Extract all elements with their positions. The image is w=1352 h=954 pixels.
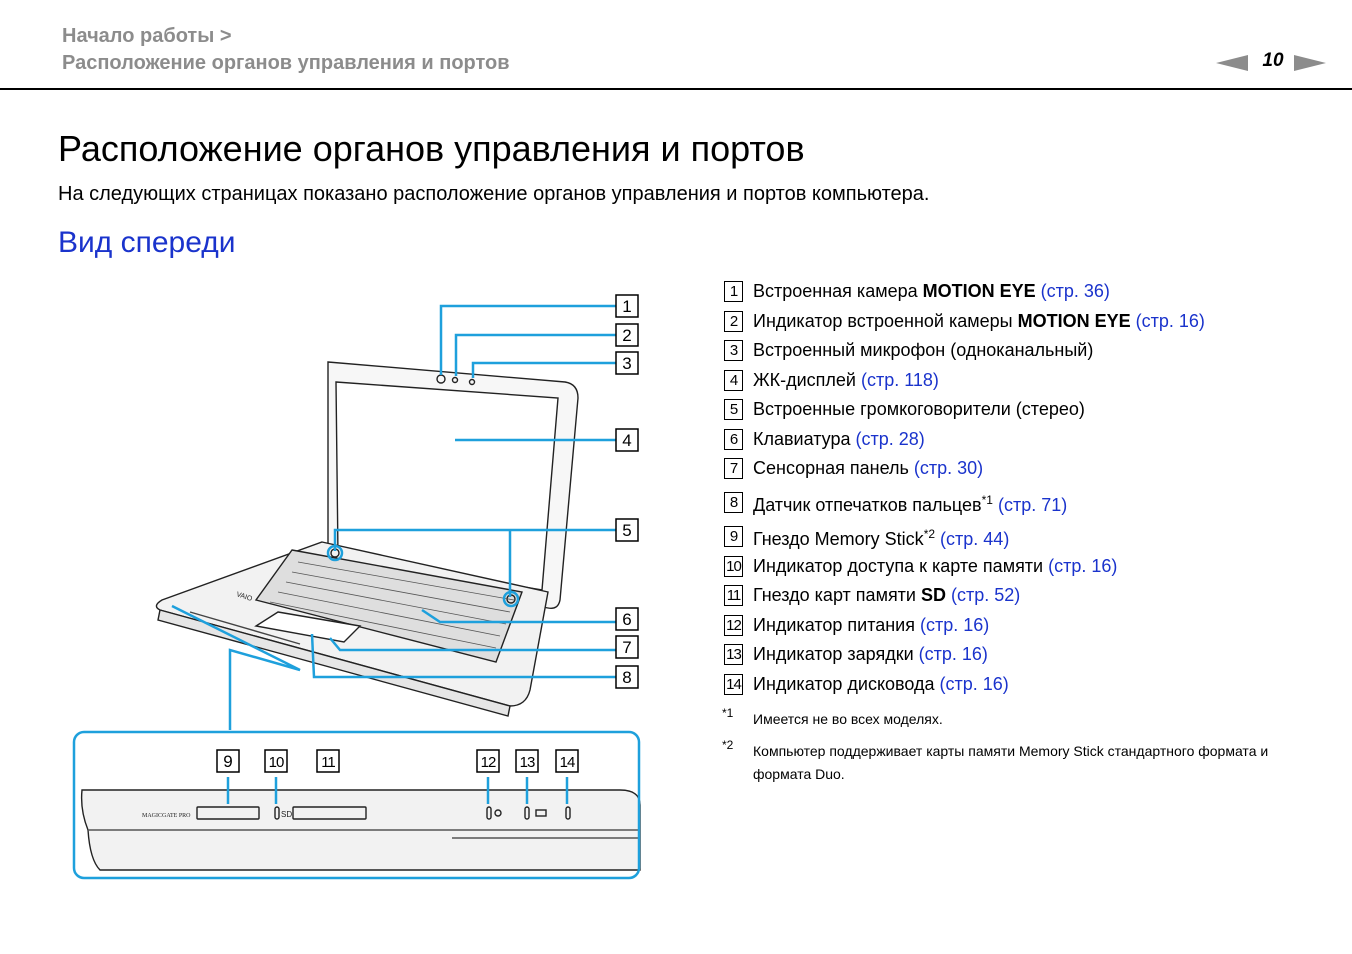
callout-1	[616, 295, 638, 317]
item-number-box: 5	[724, 399, 743, 420]
breadcrumb-level1[interactable]: Начало работы >	[62, 25, 232, 47]
item-number-box: 6	[724, 429, 743, 450]
item-label: ЖК-дисплей	[753, 369, 861, 390]
next-page-icon[interactable]	[1294, 55, 1326, 71]
item-number-box: 4	[724, 370, 743, 391]
svg-text:3: 3	[622, 354, 632, 373]
laptop-front-figure	[60, 270, 660, 890]
item-label: Индикатор доступа к карте памяти	[753, 555, 1049, 576]
laptop-illustration	[60, 270, 660, 890]
item-label: Гнездо карт памяти	[753, 585, 921, 605]
list-item	[724, 485, 1324, 519]
callout-9	[217, 750, 239, 772]
page-reference-link[interactable]: (стр. 16)	[939, 673, 1009, 694]
item-text	[753, 278, 1110, 304]
footnote-text: Компьютер поддерживает карты памяти Memory Stick стандартного формата и формата Duo.	[753, 743, 1269, 782]
item-label: Гнездо Memory Stick	[753, 528, 924, 549]
list-item	[724, 455, 1324, 485]
header-divider	[0, 88, 1352, 90]
item-label: Индикатор встроенной камеры	[753, 310, 1018, 331]
footnote-mark: *2	[722, 738, 734, 752]
list-item	[724, 337, 1324, 367]
svg-text:6: 6	[622, 610, 632, 629]
svg-text:9: 9	[223, 752, 233, 771]
list-item	[724, 278, 1324, 308]
list-item	[724, 612, 1324, 642]
item-label: Клавиатура	[753, 428, 856, 449]
page-reference-link[interactable]: (стр. 30)	[913, 458, 984, 478]
page-reference-link[interactable]: (стр. 16)	[1135, 310, 1205, 331]
page-reference-link[interactable]: (стр. 16)	[918, 644, 988, 664]
callout-10	[265, 750, 287, 772]
footnote-text: Имеется не во всех моделях.	[753, 711, 943, 727]
svg-text:1: 1	[622, 297, 632, 316]
item-number-box: 14	[724, 674, 743, 695]
previous-page-icon[interactable]	[1216, 55, 1248, 71]
item-text	[753, 367, 939, 393]
sd-label: SD	[281, 810, 293, 819]
svg-text:8: 8	[622, 668, 632, 687]
page-reference-link[interactable]: (стр. 71)	[997, 494, 1068, 515]
item-bold-label: SD	[921, 585, 947, 605]
svg-text:11: 11	[321, 754, 335, 771]
item-text	[753, 455, 983, 481]
list-item	[724, 367, 1324, 397]
item-label: Датчик отпечатков пальцев	[753, 494, 982, 515]
item-text	[753, 641, 988, 667]
item-text	[753, 519, 1009, 554]
component-list	[724, 278, 1324, 700]
footnote-ref[interactable]: *1	[981, 492, 993, 507]
item-label: Индикатор зарядки	[753, 644, 919, 664]
item-text	[753, 612, 989, 638]
footnote-ref[interactable]: *2	[923, 526, 936, 541]
callout-7	[616, 636, 638, 658]
page-reference-link[interactable]: (стр. 16)	[1048, 555, 1118, 576]
svg-text:7: 7	[622, 638, 632, 657]
list-item	[724, 671, 1324, 701]
svg-text:12: 12	[480, 754, 496, 771]
callout-13	[516, 750, 538, 772]
item-text	[753, 671, 1009, 697]
list-item	[724, 641, 1324, 671]
magicgate-label: MAGICGATE PRO	[142, 813, 191, 819]
item-text	[753, 485, 1067, 520]
item-bold-label: MOTION EYE	[1017, 310, 1131, 331]
page-reference-link[interactable]: (стр. 16)	[919, 614, 990, 635]
callout-8	[616, 666, 638, 688]
intro-text: На следующих страницах показано расположение органов управления и портов компьютера.	[58, 183, 930, 205]
item-label: Встроенная камера	[753, 281, 923, 301]
item-text	[753, 308, 1205, 334]
svg-text:5: 5	[622, 521, 632, 540]
callout-11	[317, 750, 339, 772]
page-reference-link[interactable]: (стр. 28)	[855, 428, 925, 449]
callout-4	[616, 429, 638, 451]
item-number-box: 3	[724, 340, 743, 361]
section-subtitle: Вид спереди	[58, 226, 236, 259]
item-number-box: 10	[724, 556, 743, 577]
list-item	[724, 426, 1324, 456]
svg-text:4: 4	[622, 431, 632, 450]
item-label: Индикатор питания	[753, 614, 920, 635]
item-number-box: 9	[724, 526, 743, 547]
page-reference-link[interactable]: (стр. 36)	[1040, 281, 1110, 301]
svg-text:2: 2	[622, 326, 632, 345]
callout-12	[477, 750, 499, 772]
list-item	[724, 308, 1324, 338]
svg-text:14: 14	[559, 754, 575, 771]
list-item	[724, 553, 1324, 583]
item-label: Встроенные громкоговорители (стерео)	[753, 399, 1085, 419]
callout-3	[616, 352, 638, 374]
page-reference-link[interactable]: (стр. 44)	[940, 528, 1010, 549]
page-reference-link[interactable]: (стр. 52)	[951, 585, 1021, 605]
callout-5	[616, 519, 638, 541]
page-reference-link[interactable]: (стр. 118)	[860, 369, 939, 390]
item-number-box: 1	[724, 281, 743, 302]
callout-14	[556, 750, 578, 772]
item-text	[753, 337, 1093, 363]
item-text	[753, 396, 1085, 422]
item-text	[753, 582, 1020, 608]
item-label: Сенсорная панель	[753, 458, 914, 478]
breadcrumb-level2: Расположение органов управления и портов	[62, 52, 510, 74]
item-label: Встроенный микрофон (одноканальный)	[753, 340, 1094, 360]
item-label: Индикатор дисковода	[753, 673, 940, 694]
list-item	[724, 519, 1324, 553]
item-number-box: 7	[724, 458, 743, 479]
page-title: Расположение органов управления и портов	[58, 128, 805, 169]
svg-text:10: 10	[268, 754, 284, 771]
page-navigation	[1216, 50, 1326, 76]
item-number-box: 11	[724, 585, 743, 606]
item-text	[753, 426, 925, 452]
page-number: 10	[1262, 50, 1284, 71]
item-bold-label: MOTION EYE	[922, 281, 1036, 301]
callout-2	[616, 324, 638, 346]
callout-6	[616, 608, 638, 630]
item-text	[753, 553, 1117, 579]
list-item	[724, 582, 1324, 612]
list-item	[724, 396, 1324, 426]
vaio-logo: VAIO	[235, 591, 253, 603]
item-number-box: 12	[724, 615, 743, 636]
item-number-box: 2	[724, 311, 743, 332]
svg-text:13: 13	[519, 754, 535, 771]
item-number-box: 8	[724, 492, 743, 513]
item-number-box: 13	[724, 644, 743, 665]
footnote-mark: *1	[722, 706, 734, 720]
